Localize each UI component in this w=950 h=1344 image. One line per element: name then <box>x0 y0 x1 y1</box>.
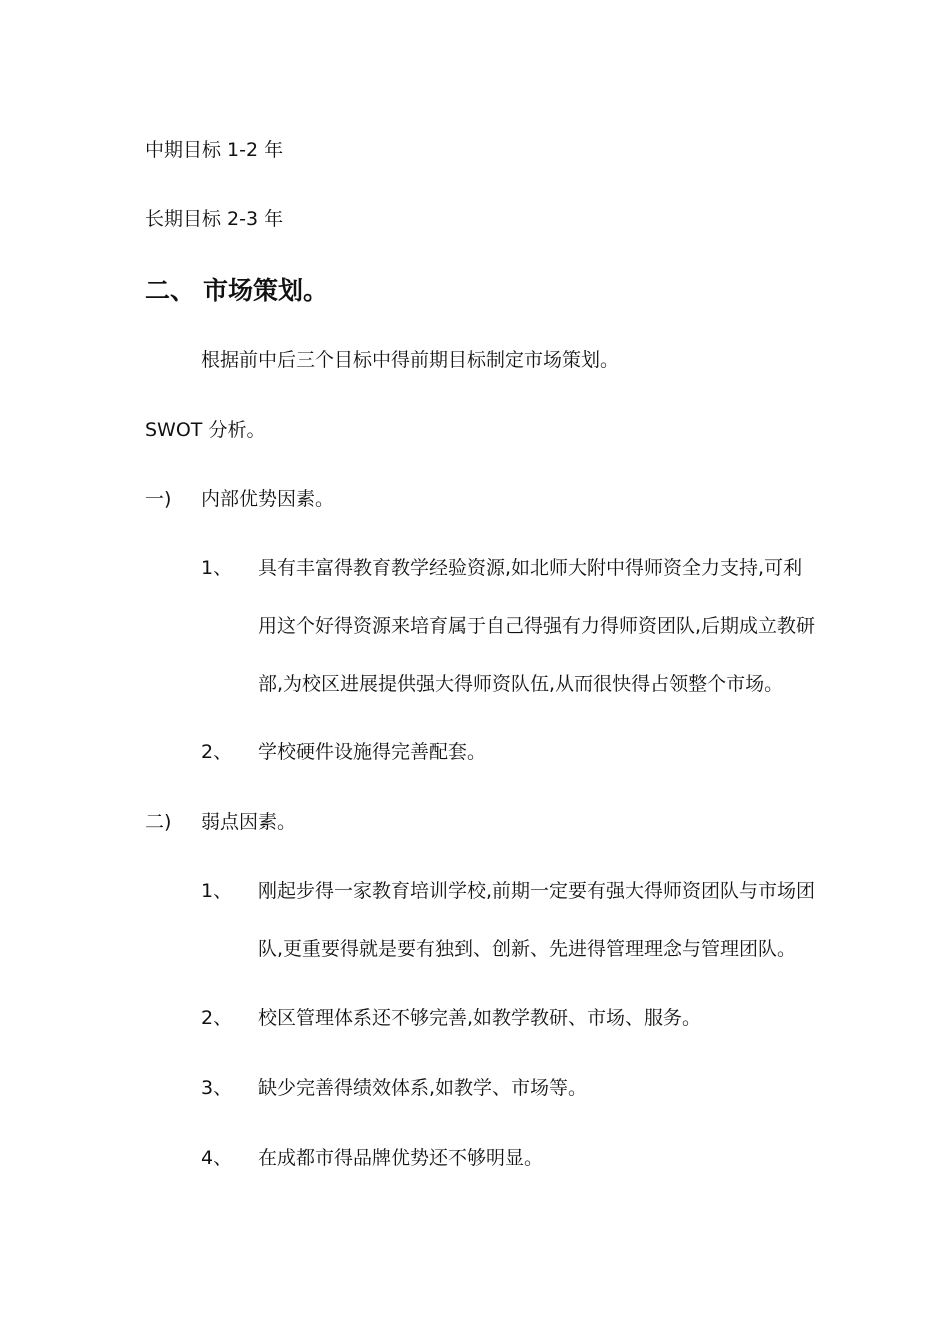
weakness-item-number: 3、 <box>201 1077 233 1099</box>
strengths-marker: 一) <box>145 488 172 510</box>
section-intro: 根据前中后三个目标中得前期目标制定市场策划。 <box>201 349 620 371</box>
weaknesses-label: 弱点因素。 <box>201 811 297 833</box>
weakness-item-number: 2、 <box>201 1007 233 1029</box>
weakness-item-number: 4、 <box>201 1147 233 1169</box>
strength-item-number: 2、 <box>201 741 233 763</box>
long-term-goal: 长期目标 2-3 年 <box>145 208 284 230</box>
section-heading <box>145 276 328 306</box>
mid-term-goal: 中期目标 1-2 年 <box>145 139 284 161</box>
swot-title: SWOT 分析。 <box>145 419 266 441</box>
strengths-label: 内部优势因素。 <box>201 488 335 510</box>
weakness-item-number: 1、 <box>201 880 233 902</box>
strength-item-number: 1、 <box>201 557 233 579</box>
weakness-item-text: 在成都市得品牌优势还不够明显。 <box>258 1147 544 1169</box>
weakness-item-text: 校区管理体系还不够完善,如教学教研、市场、服务。 <box>258 1007 702 1029</box>
section-number: 二、 <box>145 276 196 305</box>
weakness-item-text: 刚起步得一家教育培训学校,前期一定要有强大得师资团队与市场团队,更重要得就是要有独到、创新、先进得管理理念与管理团队。 <box>258 880 816 960</box>
weakness-item-text: 缺少完善得绩效体系,如教学、市场等。 <box>258 1077 588 1099</box>
section-title: 市场策划。 <box>203 276 329 305</box>
weaknesses-marker: 二) <box>145 811 172 833</box>
strength-item-text: 具有丰富得教育教学经验资源,如北师大附中得师资全力支持,可利用这个好得资源来培育属于自己得强有力得师资团队,后期成立教研部,为校区进展提供强大得师资队伍,从而很快得占领整个市场。 <box>258 557 816 695</box>
strength-item-text: 学校硬件设施得完善配套。 <box>258 741 487 763</box>
